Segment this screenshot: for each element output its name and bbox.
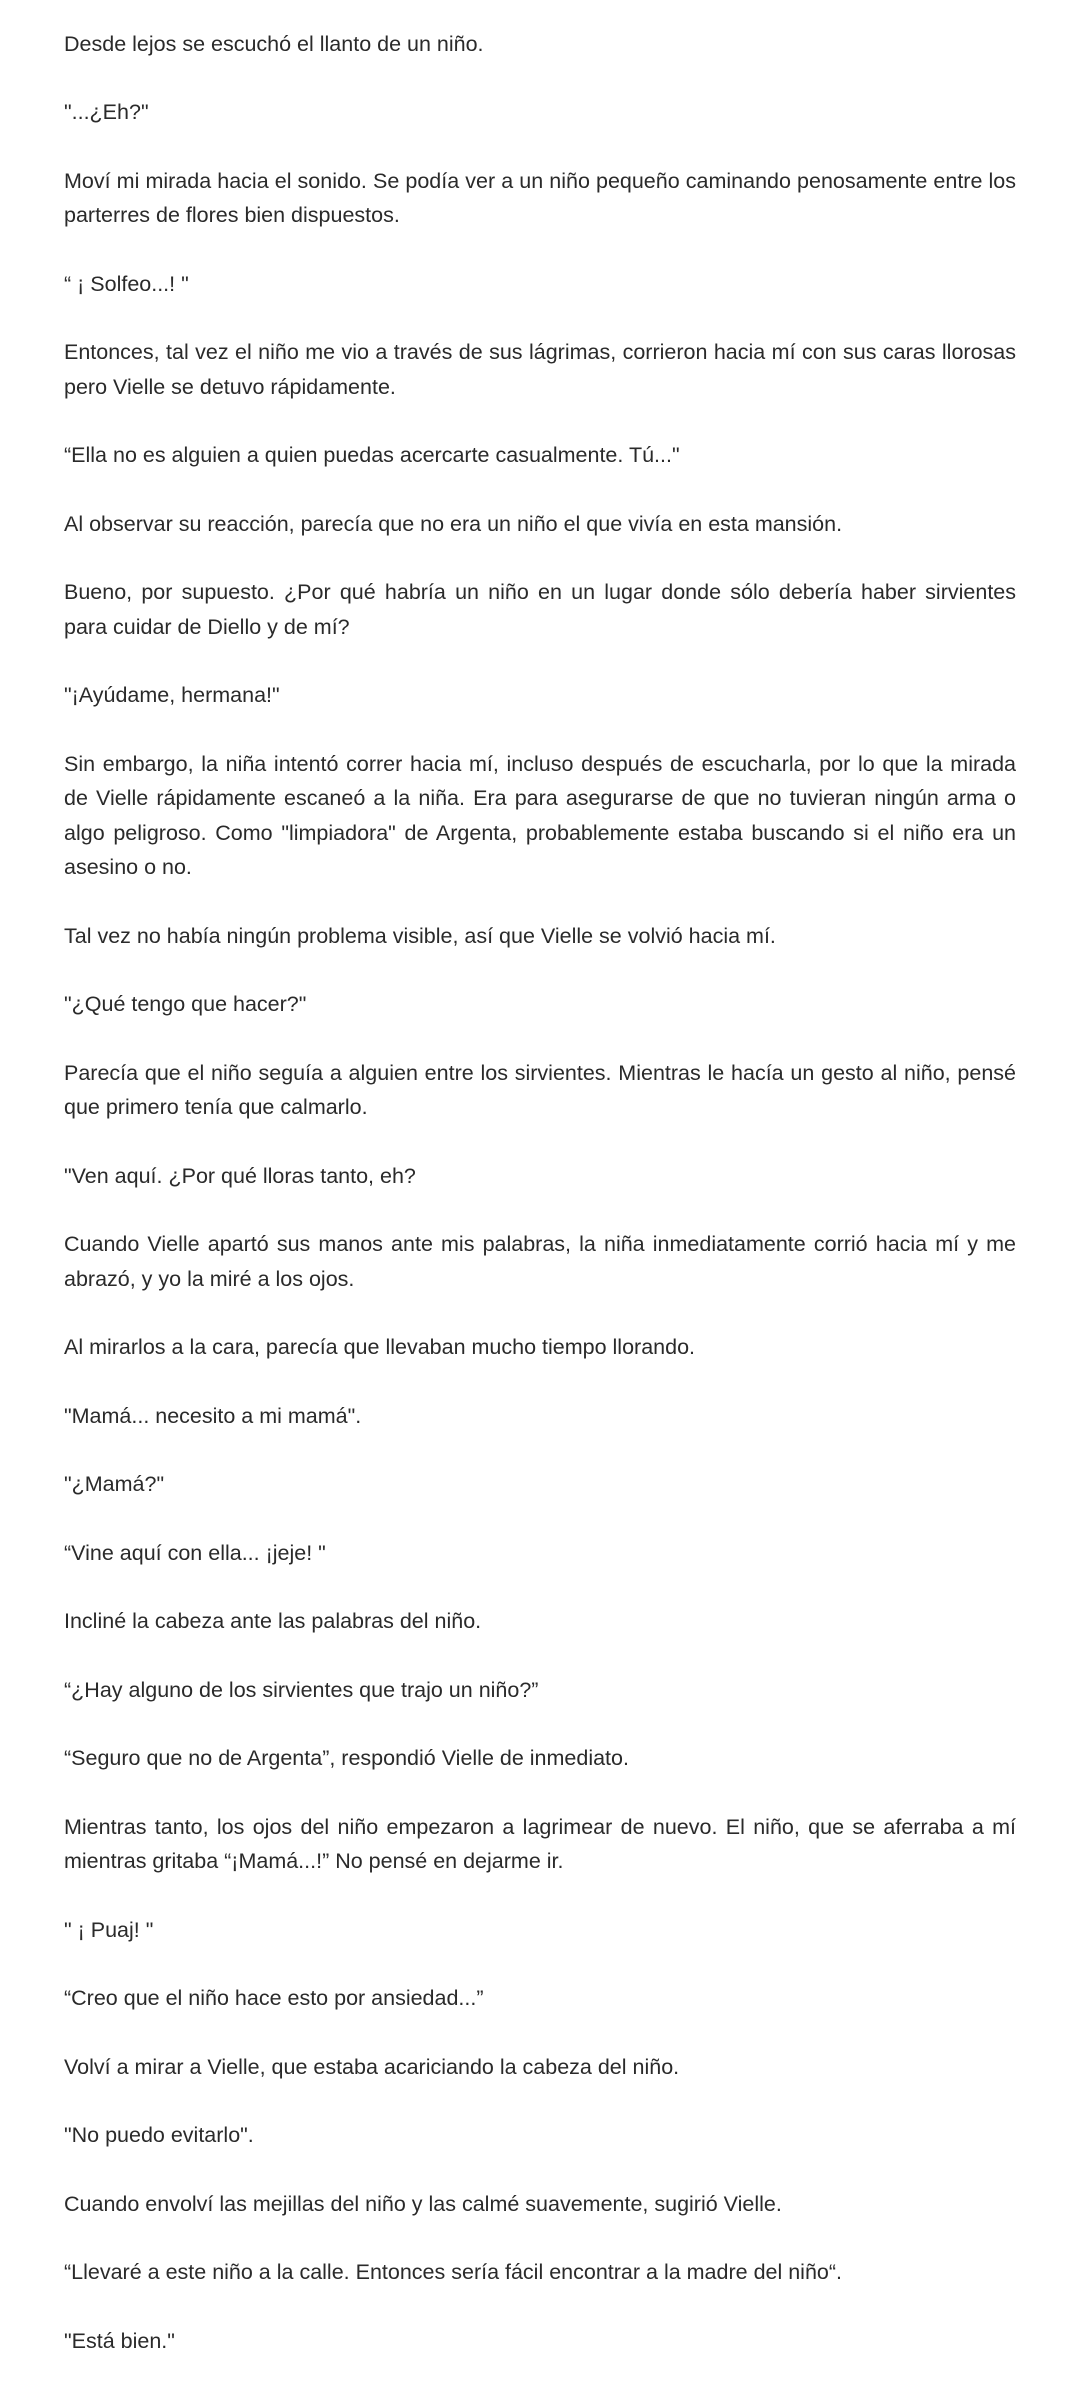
paragraph: “Ella no es alguien a quien puedas acercarte casualmente. Tú..." <box>64 443 680 467</box>
paragraph: "...¿Eh?" <box>64 100 149 124</box>
chapter-text <box>64 0 1016 2392</box>
paragraph: “ ¡ Solfeo...! " <box>64 271 189 296</box>
paragraph: Cuando envolví las mejillas del niño y las calmé suavemente, sugirió Vielle. <box>64 2191 782 2216</box>
paragraph: "¿Qué tengo que hacer?" <box>64 992 307 1016</box>
paragraph: Desde lejos se escuchó el llanto de un niño. <box>64 31 484 56</box>
paragraph: Mientras tanto, los ojos del niño empezaron a lagrimear de nuevo. El niño, que se aferraba a mí mientras gritaba “¡Mamá...!” No pensé en dejarme ir. <box>64 1814 1016 1873</box>
paragraph: " ¡ Puaj! " <box>64 1917 154 1942</box>
paragraph: Al observar su reacción, parecía que no era un niño el que vivía en esta mansión. <box>64 511 843 536</box>
paragraph: “Creo que el niño hace esto por ansiedad...” <box>64 1986 484 2010</box>
paragraph: Incliné la cabeza ante las palabras del niño. <box>64 1609 482 1633</box>
paragraph: "¿Mamá?" <box>64 1472 165 1496</box>
paragraph: Moví mi mirada hacia el sonido. Se podía ver a un niño pequeño caminando penosamente entre los parterres de flores bien dispuestos. <box>64 168 1016 227</box>
paragraph: Tal vez no había ningún problema visible, así que Vielle se volvió hacia mí. <box>64 923 776 948</box>
paragraph: "No puedo evitarlo". <box>64 2123 254 2147</box>
paragraph: Sin embargo, la niña intentó correr hacia mí, incluso después de escucharla, por lo que la mirada de Vielle rápidamente escaneó a la niña. Era para asegurarse de que no tuvieran ningún arma o algo peligroso. Como "limpiadora" de Argenta, probablemente estaba buscando si el niño era un asesino o no. <box>64 751 1016 879</box>
paragraph: Entonces, tal vez el niño me vio a través de sus lágrimas, corrieron hacia mí con sus caras llorosas pero Vielle se detuvo rápidamente. <box>64 340 1016 399</box>
paragraph: Parecía que el niño seguía a alguien entre los sirvientes. Mientras le hacía un gesto al niño, pensé que primero tenía que calmarlo. <box>64 1060 1016 1119</box>
paragraph: "Mamá... necesito a mi mamá". <box>64 1403 362 1428</box>
paragraph: “Seguro que no de Argenta”, respondió Vielle de inmediato. <box>64 1746 629 1770</box>
paragraph: “¿Hay alguno de los sirvientes que trajo un niño?” <box>64 1677 539 1702</box>
paragraph: “Llevaré a este niño a la calle. Entonces sería fácil encontrar a la madre del niño“. <box>64 2260 843 2284</box>
paragraph: "¡Ayúdame, hermana!" <box>64 683 280 707</box>
paragraph: "Ven aquí. ¿Por qué lloras tanto, eh? <box>64 1163 416 1188</box>
paragraph: “Vine aquí con ella... ¡jeje! " <box>64 1540 326 1565</box>
paragraph: Al mirarlos a la cara, parecía que llevaban mucho tiempo llorando. <box>64 1335 695 1359</box>
paragraph: Bueno, por supuesto. ¿Por qué habría un niño en un lugar donde sólo debería haber sirvientes para cuidar de Diello y de mí? <box>64 580 1016 639</box>
paragraph: Cuando Vielle apartó sus manos ante mis palabras, la niña inmediatamente corrió hacia mí y me abrazó, y yo la miré a los ojos. <box>64 1232 1016 1291</box>
paragraph: Volví a mirar a Vielle, que estaba acariciando la cabeza del niño. <box>64 2054 680 2079</box>
paragraph: "Está bien." <box>64 2328 175 2353</box>
